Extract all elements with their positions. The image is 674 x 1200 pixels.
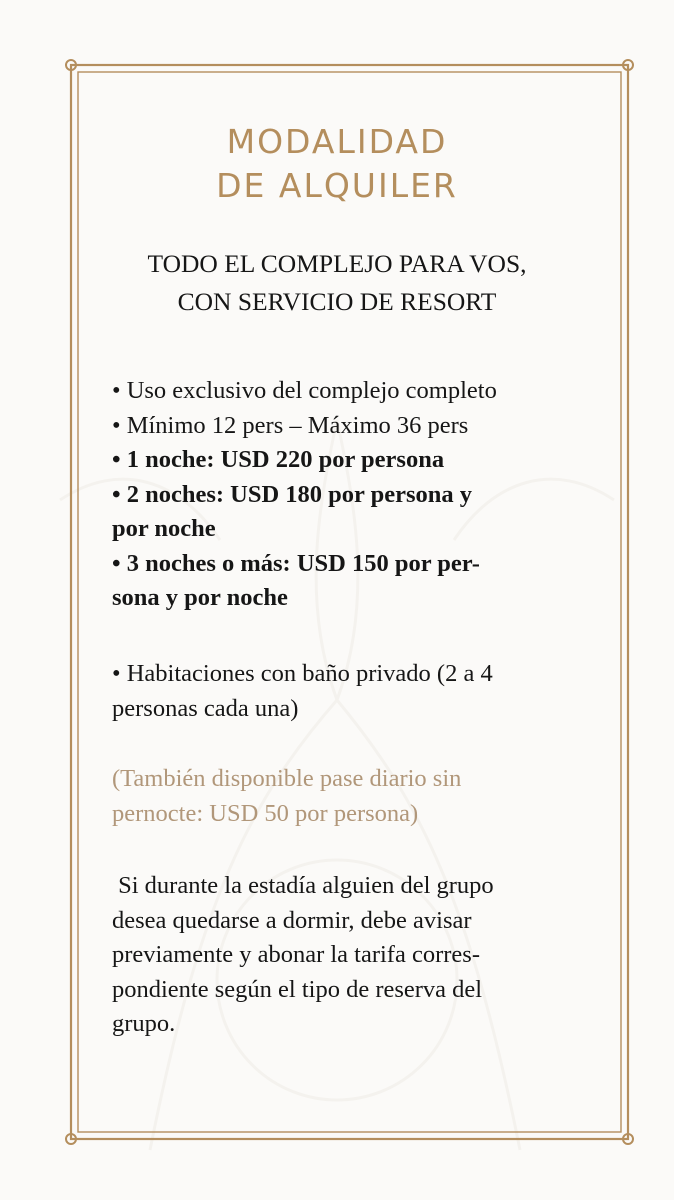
overnight-note bbox=[112, 869, 582, 1042]
list-item-exclusive-use: • Uso exclusivo del complejo completo bbox=[112, 377, 497, 404]
rooms-line-1: • Habitaciones con baño privado (2 a 4 bbox=[112, 660, 493, 687]
page-title bbox=[0, 120, 674, 208]
rooms-info bbox=[112, 657, 582, 726]
day-pass-info bbox=[112, 762, 582, 831]
note-line-1: Si durante la estadía alguien del grupo bbox=[112, 872, 494, 899]
page-subtitle bbox=[0, 245, 674, 321]
list-item-capacity: • Mínimo 12 pers – Máximo 36 pers bbox=[112, 411, 469, 439]
day-pass-line-2: pernocte: USD 50 por persona) bbox=[112, 799, 419, 827]
subtitle-line-1: TODO EL COMPLEJO PARA VOS, bbox=[147, 249, 527, 278]
list-item-price-1-night: • 1 noche: USD 220 por persona bbox=[112, 446, 445, 473]
title-line-2: DE ALQUILER bbox=[216, 166, 458, 205]
note-line-4: pondiente según el tipo de reserva del bbox=[112, 975, 483, 1003]
rooms-line-2: personas cada una) bbox=[112, 694, 299, 722]
list-item-price-3-nights: • 3 noches o más: USD 150 por per- bbox=[112, 549, 480, 577]
note-line-3: previamente y abonar la tarifa corres- bbox=[112, 941, 480, 968]
title-line-1: MODALIDAD bbox=[226, 122, 448, 161]
day-pass-line-1: (También disponible pase diario sin bbox=[112, 765, 462, 792]
list-item-price-2-nights-cont: por noche bbox=[112, 515, 216, 542]
subtitle-line-2: CON SERVICIO DE RESORT bbox=[177, 287, 497, 316]
features-list bbox=[112, 374, 582, 616]
note-line-2: desea quedarse a dormir, debe avisar bbox=[112, 906, 472, 934]
list-item-price-2-nights: • 2 noches: USD 180 por persona y bbox=[112, 480, 472, 508]
note-line-5: grupo. bbox=[112, 1010, 176, 1037]
list-item-price-3-nights-cont: sona y por noche bbox=[112, 584, 288, 611]
